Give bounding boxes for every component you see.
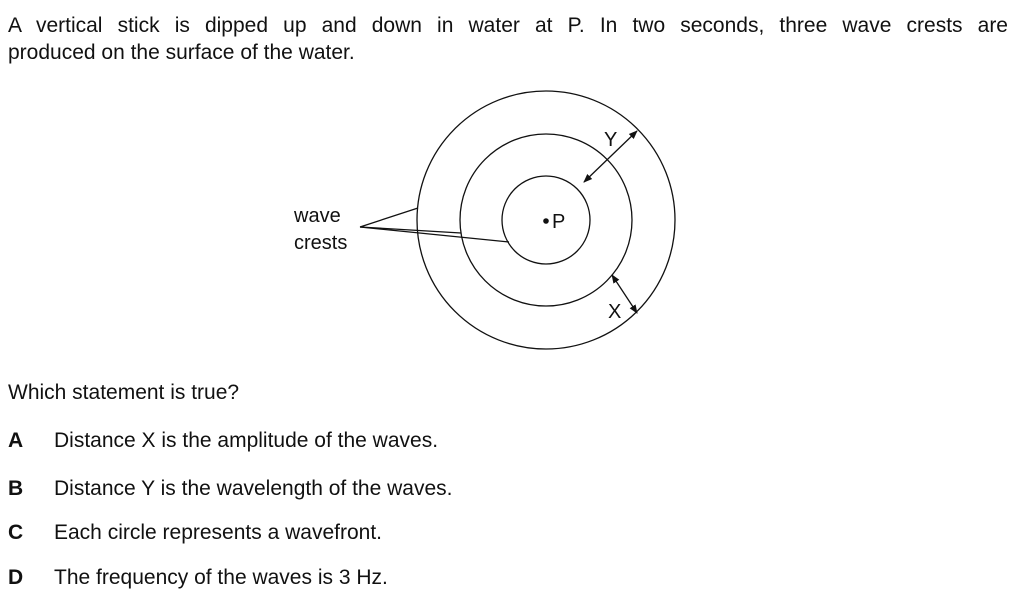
leader-line-inner (360, 227, 509, 242)
option-letter: D (8, 566, 24, 589)
option-letter: B (8, 477, 24, 500)
stem-line-1: A vertical stick is dipped up and down in water at P. In two seconds, three wave crests are (8, 14, 1008, 37)
label-p: P (552, 211, 566, 233)
option-d[interactable] (8, 566, 388, 590)
label-y: Y (604, 129, 618, 151)
option-text: Distance X is the amplitude of the waves. (54, 429, 439, 452)
option-text: Distance Y is the wavelength of the waves. (54, 477, 453, 500)
label-crests: crests (294, 232, 348, 254)
option-text: Each circle represents a wavefront. (54, 521, 382, 544)
point-p-dot (543, 218, 549, 224)
label-wave: wave (294, 205, 341, 227)
option-a[interactable] (8, 429, 438, 453)
option-c[interactable] (8, 521, 382, 545)
label-x: X (608, 301, 622, 323)
option-b[interactable] (8, 477, 452, 501)
option-text: The frequency of the waves is 3 Hz. (54, 566, 388, 589)
stem-line-2: produced on the surface of the water. (8, 41, 355, 64)
option-letter: C (8, 521, 24, 544)
option-letter: A (8, 429, 24, 452)
leader-line-outer (360, 208, 418, 227)
question-prompt: Which statement is true? (8, 381, 240, 404)
